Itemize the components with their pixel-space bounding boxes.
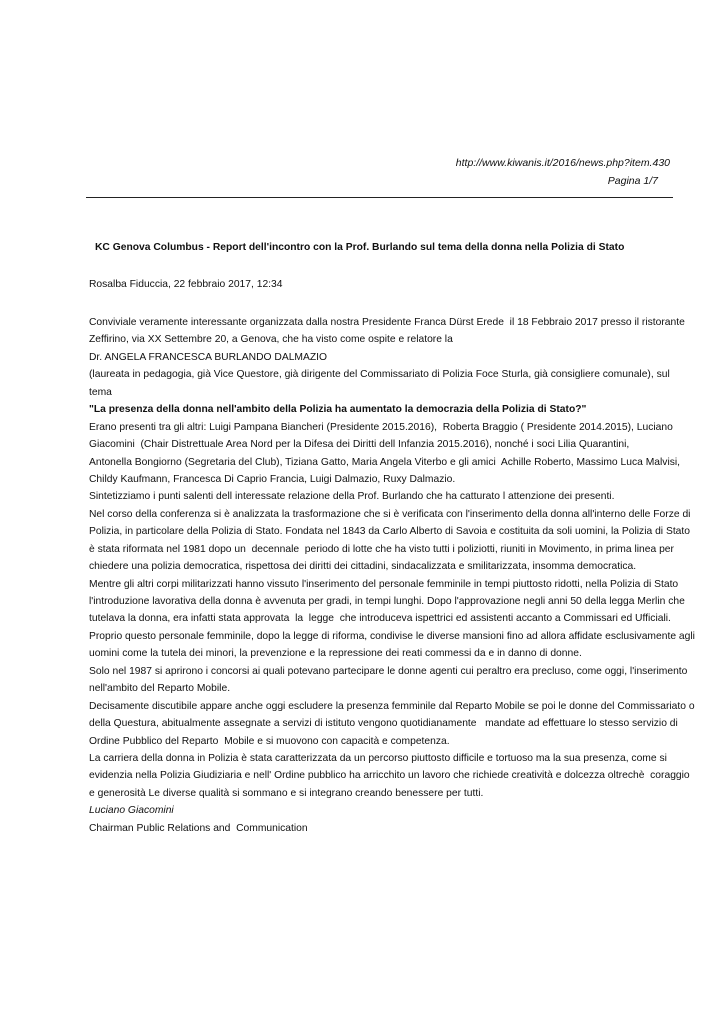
source-url: http://www.kiwanis.it/2016/news.php?item.430 [455,157,670,169]
talk-topic-quote: "La presenza della donna nell'ambito della Polizia ha aumentato la democrazia della Polizia di Stato?" [89,404,587,416]
body-line: La carriera della donna in Polizia è stata caratterizzata da un percorso piuttosto difficile e tortuoso ma la sua presenza, come si [89,752,667,764]
body-line: Antonella Bongiorno (Segretaria del Club), Tiziana Gatto, Maria Angela Viterbo e gli amici Achille Roberto, Massimo Luca Malvisi, [89,456,681,468]
body-line: (laureata in pedagogia, già Vice Questore, già dirigente del Commissariato di Polizia Foce Sturla, già consigliere comunale), sul [89,369,670,381]
body-line: Zeffirino, via XX Settembre 20, a Genova, che ha visto come ospite e relatore la [89,334,453,346]
body-line: evidenzia nella Polizia Giudiziaria e nell' Ordine pubblico ha arricchito un lavoro che richiede creatività e dolcezza oltrechè coraggio [89,770,690,782]
body-line: Sintetizziamo i punti salenti dell interessate relazione della Prof. Burlando che ha catturato l attenzione dei presenti. [89,491,615,503]
article-body [89,314,695,837]
body-line: e generosità Le diverse qualità si sommano e si integrano creando benessere per tutti. [89,787,484,799]
body-line: Conviviale veramente interessante organizzata dalla nostra Presidente Franca Dürst Erede il 18 Febbraio 2017 presso il ristorante [89,317,685,328]
body-line: tema [89,386,112,398]
body-line: Childy Kaufmann, Francesca Di Caprio Francia, Luigi Dalmazio, Ruxy Dalmazio. [89,473,456,485]
body-line: Dr. ANGELA FRANCESCA BURLANDO DALMAZIO [89,351,328,363]
body-line: Decisamente discutibile appare anche oggi escludere la presenza femminile dal Reparto Mobile se poi le donne del Commissariato o [89,700,695,712]
body-line: uomini come la tutela dei minori, la prevenzione e la repressione dei reati commessi da e in danno di donne. [89,648,582,660]
signature-name: Luciano Giacomini [89,805,174,817]
body-line: Giacomini (Chair Distrettuale Area Nord per la Difesa dei Diritti dell Infanzia 2015.2016), nonché i soci Lilia Quarantini, [89,439,630,451]
body-line: Polizia, in particolare della Polizia di Stato. Fondata nel 1843 da Carlo Alberto di Savoia e costituita da soli uomini, la Polizia di Stato [89,526,690,538]
body-line: Solo nel 1987 si aprirono i concorsi ai quali potevano partecipare le donne agenti cui peraltro era precluso, come oggi, l'inserimento [89,665,688,677]
body-line: Mentre gli altri corpi militarizzati hanno vissuto l'inserimento del personale femminile in tempi piuttosto ridotti, nella Polizia di Stato [89,578,679,590]
article-title: KC Genova Columbus - Report dell'incontro con la Prof. Burlando sul tema della donna nella Polizia di Stato [95,242,625,253]
body-line: Proprio questo personale femminile, dopo la legge di riforma, condivise le diverse mansioni fino ad allora affidate esclusivamente agli [89,630,695,642]
body-line: Ordine Pubblico del Reparto Mobile e si muovono con capacità e competenza. [89,735,450,747]
body-line: tutelava la donna, era infatti stata approvata la legge che introduceva ispettrici ed assistenti accanto a Commissari ed Ufficiali. [89,613,671,625]
header-divider [86,197,673,198]
signature-role: Chairman Public Relations and Communication [89,822,308,834]
body-line: l'introduzione lavorativa della donna è avvenuta per gradi, in tempi lunghi. Dopo l'approvazione negli anni 50 della legga Merlin che [89,596,685,607]
body-line: Nel corso della conferenza si è analizzata la trasformazione che si è verificata con l'inserimento della donna all'interno delle Forze di [89,508,691,520]
body-line: è stata riformata nel 1981 dopo un decennale periodo di lotte che ha visto tutti i poliziotti, riuniti in Movimento, in prima linea per [89,543,674,555]
body-line: della Questura, abitualmente assegnate a servizi di istituto vengono quotidianamente mandate ad effettuare lo stesso servizio di [89,718,678,730]
body-line: Erano presenti tra gli altri: Luigi Pampana Biancheri (Presidente 2015.2016), Roberta Braggio ( Presidente 2014.2015), Luciano [89,421,673,433]
page-number: Pagina 1/7 [607,175,658,187]
article-byline: Rosalba Fiduccia, 22 febbraio 2017, 12:34 [89,279,283,290]
body-line: chiedere una polizia democratica, rispettosa dei diritti dei cittadini, sindacalizzata e smilitarizzata, insomma democratica. [89,561,637,573]
body-line: nell'ambito del Reparto Mobile. [89,683,231,695]
